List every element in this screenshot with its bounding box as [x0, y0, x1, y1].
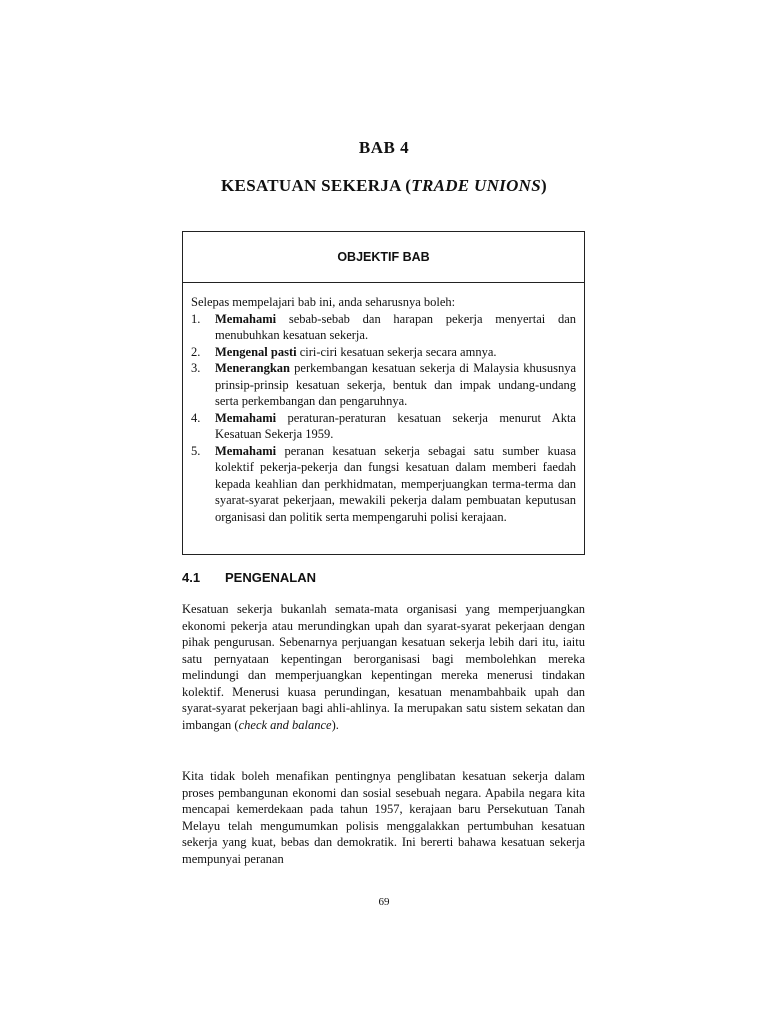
objective-number: 1. [191, 311, 201, 326]
section-heading [182, 570, 316, 585]
chapter-title [0, 176, 768, 196]
paragraph-italic: check and balance [238, 717, 332, 732]
chapter-number: BAB 4 [358, 138, 410, 157]
objectives-heading: OBJEKTIF BAB [183, 232, 584, 283]
objective-text [215, 344, 576, 361]
objective-rest: perkembangan kesatuan sekerja di Malaysia khususnya prinsip-prinsip kesatuan sekerja, bentuk dan impak undang-undang serta perkembangan dan pengaruhnya. [215, 361, 576, 408]
objective-text [215, 311, 576, 344]
objective-item [191, 410, 576, 443]
objective-text [215, 443, 576, 526]
paragraph-text-end: ). [331, 717, 339, 732]
objective-number: 4. [191, 410, 201, 425]
chapter-title-italic: TRADE UNIONS [411, 176, 541, 195]
objectives-box [182, 231, 585, 555]
objective-item [191, 360, 576, 410]
objective-verb: Menerangkan [215, 361, 290, 375]
section-title: PENGENALAN [225, 570, 317, 585]
objective-rest: sebab-sebab dan harapan pekerja menyertai dan menubuhkan kesatuan sekerja. [215, 311, 576, 342]
paragraph-text: Kesatuan sekerja bukanlah semata-mata organisasi yang memperjuangkan ekonomi pekerja atau merundingkan upah dan syarat-syarat pekerjaan dengan pihak pengurusan. Sebenarnya perjuangan kesatuan sekerja lebih dari itu, iaitu satu pernyataan kepentingan berorganisasi bagi membolehkan mereka melindungi dan memperjuangkan kepentingan mereka menerusi tindakan kolektif. Menerusi kuasa perundingan, kesatuan menambahbaik upah dan syarat-syarat pekerjaan bagi ahli-ahlinya. Ia merupakan satu sistem sekatan dan imbangan ( [182, 602, 585, 732]
chapter-title-main: KESATUAN SEKERJA ( [221, 176, 412, 195]
objective-verb: Memahami [215, 410, 277, 425]
objective-number: 2. [191, 344, 201, 359]
objectives-intro: Selepas mempelajari bab ini, anda seharusnya boleh: [191, 295, 456, 309]
objective-text [215, 410, 576, 443]
chapter-title-end: ) [540, 176, 547, 195]
objective-number: 3. [191, 361, 201, 375]
page-number: 69 [378, 896, 390, 908]
paragraph-development: Kita tidak boleh menafikan pentingnya penglibatan kesatuan sekerja dalam proses pembangunan ekonomi dan sosial sesebuah negara. Apabila negara kita mencapai kemerdekaan pada tahun 1957, kerajaan baru Persekutuan Tanah Melayu telah mengumumkan polisis menggalakkan pertumbuhan kesatuan sekerja yang kuat, bebas dan demokratik. Ini bererti bahawa kesatuan sekerja mempunyai peranan [182, 769, 585, 866]
objectives-list [191, 311, 576, 526]
objective-item [191, 443, 576, 526]
objective-item [191, 311, 576, 344]
objective-rest: peraturan-peraturan kesatuan sekerja menurut Akta Kesatuan Sekerja 1959. [215, 410, 576, 441]
objective-number: 5. [191, 443, 201, 458]
objective-verb: Memahami [215, 443, 277, 458]
objective-rest: peranan kesatuan sekerja sebagai satu sumber kuasa kolektif pekerja-pekerja dan fungsi kesatuan dalam memberi faedah kepada keahlian dan perkhidmatan, memperjuangkan terma-terma dan syarat-syarat pekerjaan, mewakili pekerja dalam pembuatan keputusan organisasi dan politik serta mempengaruhi polisi kerajaan. [215, 443, 576, 524]
objective-text [215, 360, 576, 410]
objective-item [191, 344, 576, 361]
section-number: 4.1 [182, 570, 201, 585]
paragraph-introduction [182, 601, 585, 733]
objective-verb: Mengenal pasti [215, 344, 297, 359]
objectives-body [183, 283, 584, 525]
objective-rest: ciri-ciri kesatuan sekerja secara amnya. [296, 344, 497, 359]
objective-verb: Memahami [215, 311, 277, 326]
